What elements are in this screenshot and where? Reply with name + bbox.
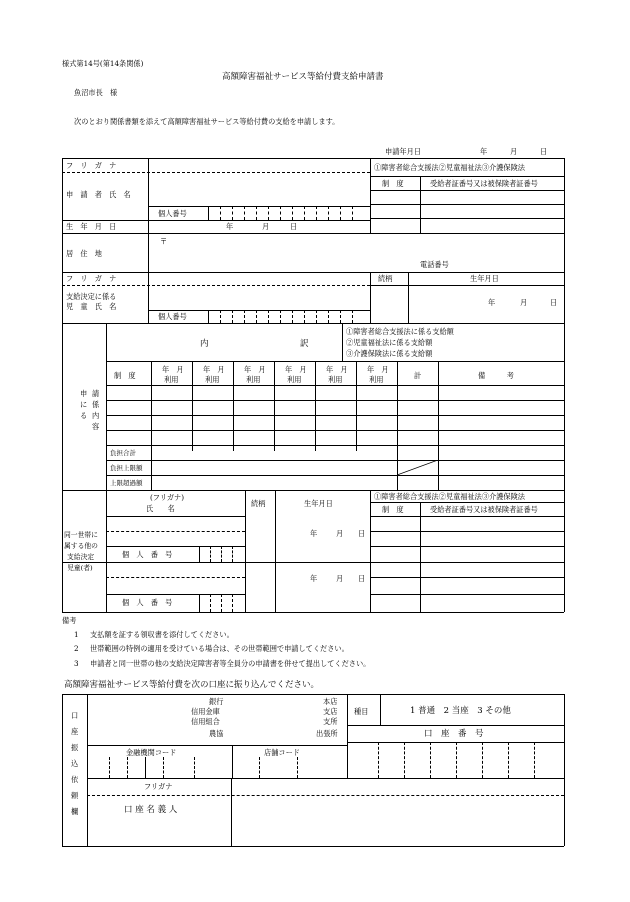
- inst-type-bank: 銀行: [209, 697, 224, 706]
- shumoku-label: 種目: [354, 707, 369, 716]
- account-type-options: 1 普通 2 当座 3 その他: [410, 706, 511, 716]
- household-name-header: 氏 名: [146, 504, 175, 513]
- household-1-year: 年: [310, 529, 318, 538]
- applicant-birth-year: 年: [226, 222, 234, 231]
- remarks-header: 備 考: [478, 371, 514, 380]
- date-month: 月: [510, 147, 518, 156]
- phone-label: 電話番号: [420, 260, 449, 269]
- applicant-seido-header: 制 度: [382, 179, 404, 188]
- month-2-use: 利用: [205, 375, 220, 384]
- household-birth-header: 生年月日: [304, 499, 333, 508]
- child-birth-label: 生年月日: [470, 274, 499, 283]
- applicant-kojin-label: 個人番号: [158, 209, 187, 218]
- account-holder-label: 口 座 名 義 人: [124, 805, 178, 815]
- applicant-name-label: 申 請 者 氏 名: [66, 190, 131, 199]
- remarks-title: 備考: [62, 616, 77, 625]
- household-2-year: 年: [310, 574, 318, 583]
- household-jukyusha-header: 受給者証番号又は被保険者証番号: [430, 505, 538, 514]
- month-3-use: 利用: [246, 375, 261, 384]
- date-year: 年: [480, 147, 488, 156]
- remark-1-text: 支払額を証する領収書を添付してください。: [90, 630, 234, 639]
- applicant-furigana-label: フ リ ガ ナ: [66, 161, 117, 170]
- date-day: 日: [540, 147, 548, 156]
- household-kojin-2: 個 人 番 号: [122, 598, 173, 607]
- child-furigana-label: フ リ ガ ナ: [66, 274, 117, 283]
- remark-2-text: 世帯範囲の特例の適用を受けている場合は、その世帯範囲で申請してください。: [90, 644, 349, 653]
- row-excess: 上限超過額: [110, 479, 143, 487]
- row-burden-limit: 負担上限額: [110, 464, 143, 472]
- branch-type-shisho: 支所: [323, 717, 338, 726]
- inst-type-nokyo: 農協: [209, 729, 224, 738]
- month-5-header: 年 月: [326, 365, 348, 374]
- child-zokugara-label: 続柄: [378, 274, 393, 283]
- household-furigana-header: (フリガナ): [150, 493, 184, 502]
- inst-type-shinkin: 信用金庫: [191, 707, 220, 716]
- month-1-use: 利用: [164, 375, 179, 384]
- branch-type-shutchojo: 出張所: [316, 729, 338, 738]
- household-kojin-1: 個 人 番 号: [122, 550, 173, 559]
- claim-seido-header: 制 度: [114, 371, 136, 380]
- form-number: 様式第14号(第14条関係): [62, 59, 144, 68]
- intro-text: 次のとおり関係書類を添えて高額障害福祉サービス等給付費の支給を申請します。: [74, 117, 340, 126]
- uchiwake-wake: 訳: [300, 339, 309, 349]
- month-6-header: 年 月: [367, 365, 389, 374]
- holder-furigana-label: フリガナ: [144, 782, 173, 791]
- household-1-month: 月: [336, 529, 344, 538]
- inst-type-kumiai: 信用組合: [191, 717, 220, 726]
- claim-note-2: ②児童福祉法に係る支給額: [346, 338, 433, 347]
- household-law-header: ①障害者総合支援法②児童福祉法③介護保険法: [374, 492, 525, 501]
- month-1-header: 年 月: [162, 365, 184, 374]
- addressee: 魚沼市長 様: [74, 88, 118, 97]
- month-6-use: 利用: [369, 375, 384, 384]
- account-number-label: 口 座 番 号: [424, 729, 484, 739]
- child-birth-year: 年: [488, 298, 496, 307]
- postal-mark: 〒: [160, 237, 168, 246]
- bank-caption: 高額障害福祉サービス等給付費を次の口座に振り込んでください。: [64, 680, 320, 690]
- applicant-birth-label: 生 年 月 日: [66, 222, 117, 231]
- month-5-use: 利用: [328, 375, 343, 384]
- month-4-use: 利用: [287, 375, 302, 384]
- month-3-header: 年 月: [244, 365, 266, 374]
- child-name-label-2: 児 童 氏 名: [66, 302, 117, 311]
- month-2-header: 年 月: [203, 365, 225, 374]
- household-seido-header: 制 度: [382, 505, 404, 514]
- month-4-header: 年 月: [285, 365, 307, 374]
- child-kojin-label: 個人番号: [158, 312, 187, 321]
- row-burden-total: 負担合計: [110, 449, 136, 457]
- remark-2-number: 2: [74, 644, 79, 653]
- applicant-address-label: 居 住 地: [66, 249, 102, 258]
- total-header: 計: [414, 371, 422, 380]
- document-title: 高額障害福祉サービス等給付費支給申請書: [222, 72, 384, 82]
- remark-3-text: 申請者と同一世帯の他の支給決定障害者等全員分の申請書を併せて提出してください。: [90, 659, 371, 668]
- applicant-birth-day: 日: [290, 222, 298, 231]
- household-1-day: 日: [358, 529, 366, 538]
- applicant-birth-month: 月: [262, 222, 270, 231]
- branch-type-shiten: 支店: [323, 707, 338, 716]
- child-birth-month: 月: [520, 298, 528, 307]
- remark-1-number: 1: [74, 630, 79, 639]
- bank-code-label: 金融機関コード: [126, 748, 177, 757]
- household-zokugara-header: 続柄: [251, 499, 266, 508]
- claim-note-3: ③介護保険法に係る支給額: [346, 349, 433, 358]
- remark-3-number: 3: [74, 659, 79, 668]
- application-date-label: 申請年月日: [385, 147, 421, 156]
- branch-code-label: 店舗コード: [264, 748, 300, 757]
- uchiwake-uchi: 内: [200, 339, 209, 349]
- household-2-day: 日: [358, 574, 366, 583]
- child-birth-day: 日: [550, 298, 558, 307]
- child-name-label-1: 支給決定に係る: [66, 292, 117, 301]
- diagonal-strike: [397, 460, 438, 475]
- claim-note-1: ①障害者総合支援法に係る支給額: [346, 327, 454, 336]
- branch-type-honten: 本店: [323, 697, 338, 706]
- applicant-jukyusha-header: 受給者証番号又は被保険者証番号: [430, 179, 538, 188]
- applicant-law-header: ①障害者総合支援法②児童福祉法③介護保険法: [374, 163, 525, 172]
- household-2-month: 月: [336, 574, 344, 583]
